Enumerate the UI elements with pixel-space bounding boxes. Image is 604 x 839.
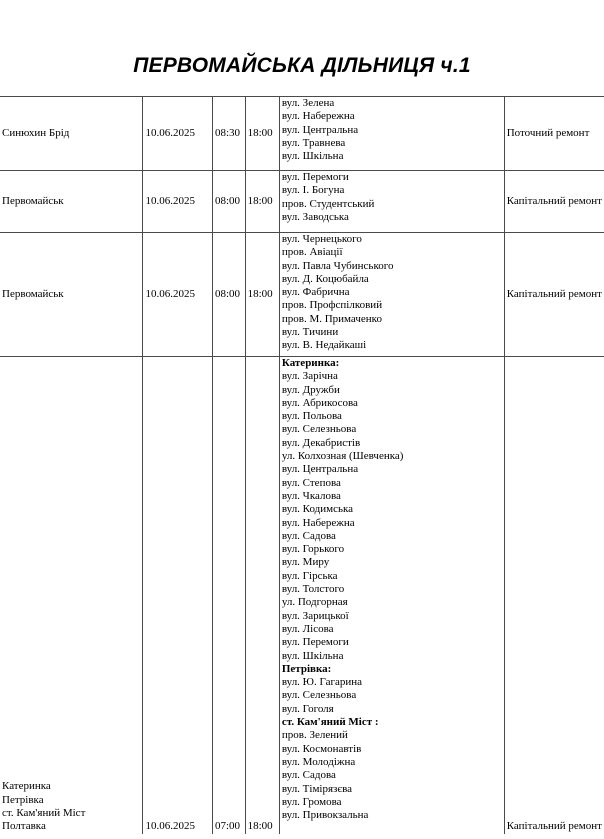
settlement-name: Первомайськ (2, 194, 64, 207)
street-name: вул. Селезньова (281, 423, 357, 436)
streets-cell (279, 357, 504, 834)
street-name: ул. Колхозная (Шевченка) (281, 450, 404, 463)
street-name: вул. Степова (281, 476, 341, 489)
settlement-cell (0, 171, 143, 233)
street-name: вул. Чернецького (281, 233, 362, 245)
street-name: вул. Дружби (281, 383, 340, 396)
street-name: вул. Миру (281, 556, 330, 569)
street-name: вул. Молодіжна (281, 755, 356, 768)
settlement-cell (0, 233, 143, 357)
date-cell: 10.06.2025 (143, 357, 213, 834)
street-name: вул. Тімірязєва (281, 782, 353, 795)
street-name: вул. Привокзальна (281, 809, 369, 822)
street-name: пров. Студентський (281, 197, 375, 210)
streets-cell (279, 171, 504, 233)
settlement-name: Синюхин Брід (2, 126, 70, 139)
street-name: вул. Шкільна (281, 150, 344, 163)
date-cell: 10.06.2025 (143, 233, 213, 357)
street-name: вул. Садова (281, 769, 336, 782)
page-title: ПЕРВОМАЙСЬКА ДІЛЬНИЦЯ ч.1 (133, 54, 471, 77)
street-name: вул. Набережна (281, 516, 355, 529)
end-time-cell: 18:00 (245, 357, 279, 834)
street-name: вул. Набережна (281, 110, 355, 123)
street-name: вул. Гірська (281, 569, 338, 582)
streets-cell (279, 97, 504, 171)
street-name: вул. Зелена (281, 97, 335, 109)
street-name: вул. Польова (281, 410, 342, 423)
street-name: пров. М. Примаченко (281, 312, 382, 325)
street-name: вул. Абрикосова (281, 396, 358, 409)
settlement-cell (0, 357, 143, 834)
settlement-name: Катеринка (2, 780, 51, 793)
street-name: вул. Ю. Гагарина (281, 676, 363, 689)
settlement-cell (0, 97, 143, 171)
table-row (0, 357, 604, 834)
street-name: пров. Зелений (281, 729, 348, 742)
street-name: вул. Космонавтів (281, 742, 362, 755)
end-time-cell: 18:00 (245, 171, 279, 233)
work-type-cell: Поточний ремонт (504, 97, 604, 171)
street-name: ул. Подгорная (281, 596, 348, 609)
streets-cell (279, 233, 504, 357)
settlement-name: Петрівка (2, 793, 44, 806)
date-cell: 10.06.2025 (143, 171, 213, 233)
street-name: вул. Гоголя (281, 702, 334, 715)
street-name: вул. Перемоги (281, 171, 349, 183)
street-name: вул. Декабристів (281, 436, 361, 449)
street-name: вул. Кодимська (281, 503, 354, 516)
street-name: пров. Профспілковий (281, 299, 383, 312)
work-type-cell: Капітальний ремонт (504, 357, 604, 834)
street-name: вул. Горького (281, 543, 345, 556)
table-row (0, 233, 604, 357)
end-time-cell: 18:00 (245, 97, 279, 171)
street-name: вул. Садова (281, 529, 336, 542)
street-name: вул. Фабрична (281, 286, 350, 299)
work-type-cell: Капітальний ремонт (504, 233, 604, 357)
street-name: вул. Перемоги (281, 636, 349, 649)
settlement-name: Полтавка (2, 820, 46, 833)
street-name: вул. Зарицької (281, 609, 349, 622)
street-name: вул. Селезньова (281, 689, 357, 702)
street-name: вул. Зарічна (281, 370, 338, 383)
street-group-heading: Катеринка: (281, 357, 340, 369)
street-name: вул. І. Богуна (281, 184, 345, 197)
start-time-cell: 08:00 (212, 233, 245, 357)
work-type-cell: Капітальний ремонт (504, 171, 604, 233)
settlement-name: ст. Кам'яний Міст (2, 806, 86, 819)
street-name: вул. Центральна (281, 463, 359, 476)
settlement-name: Первомайськ (2, 287, 64, 300)
table-row (0, 97, 604, 171)
street-name: вул. Лісова (281, 622, 334, 635)
street-name: вул. Громова (281, 795, 342, 808)
street-name: пров. Авіації (281, 246, 343, 259)
date-cell: 10.06.2025 (143, 97, 213, 171)
street-group-heading: ст. Кам'яний Міст : (281, 716, 379, 729)
street-name: вул. Толстого (281, 583, 345, 596)
start-time-cell: 08:30 (212, 97, 245, 171)
street-name: вул. Тичини (281, 326, 339, 339)
street-name: вул. Д. Коцюбайла (281, 272, 369, 285)
outage-table-body (0, 97, 604, 834)
outage-table (0, 96, 604, 834)
street-name: вул. Заводська (281, 210, 349, 223)
end-time-cell: 18:00 (245, 233, 279, 357)
street-name: вул. Центральна (281, 123, 359, 136)
start-time-cell: 08:00 (212, 171, 245, 233)
street-name: вул. Травнева (281, 136, 346, 149)
street-name: вул. Павла Чубинського (281, 259, 394, 272)
street-group-heading: Петрівка: (281, 662, 332, 675)
table-row (0, 171, 604, 233)
street-name: вул. Шкільна (281, 649, 344, 662)
start-time-cell: 07:00 (212, 357, 245, 834)
street-name: вул. Чкалова (281, 489, 341, 502)
street-name: вул. В. Недайкаші (281, 339, 367, 352)
